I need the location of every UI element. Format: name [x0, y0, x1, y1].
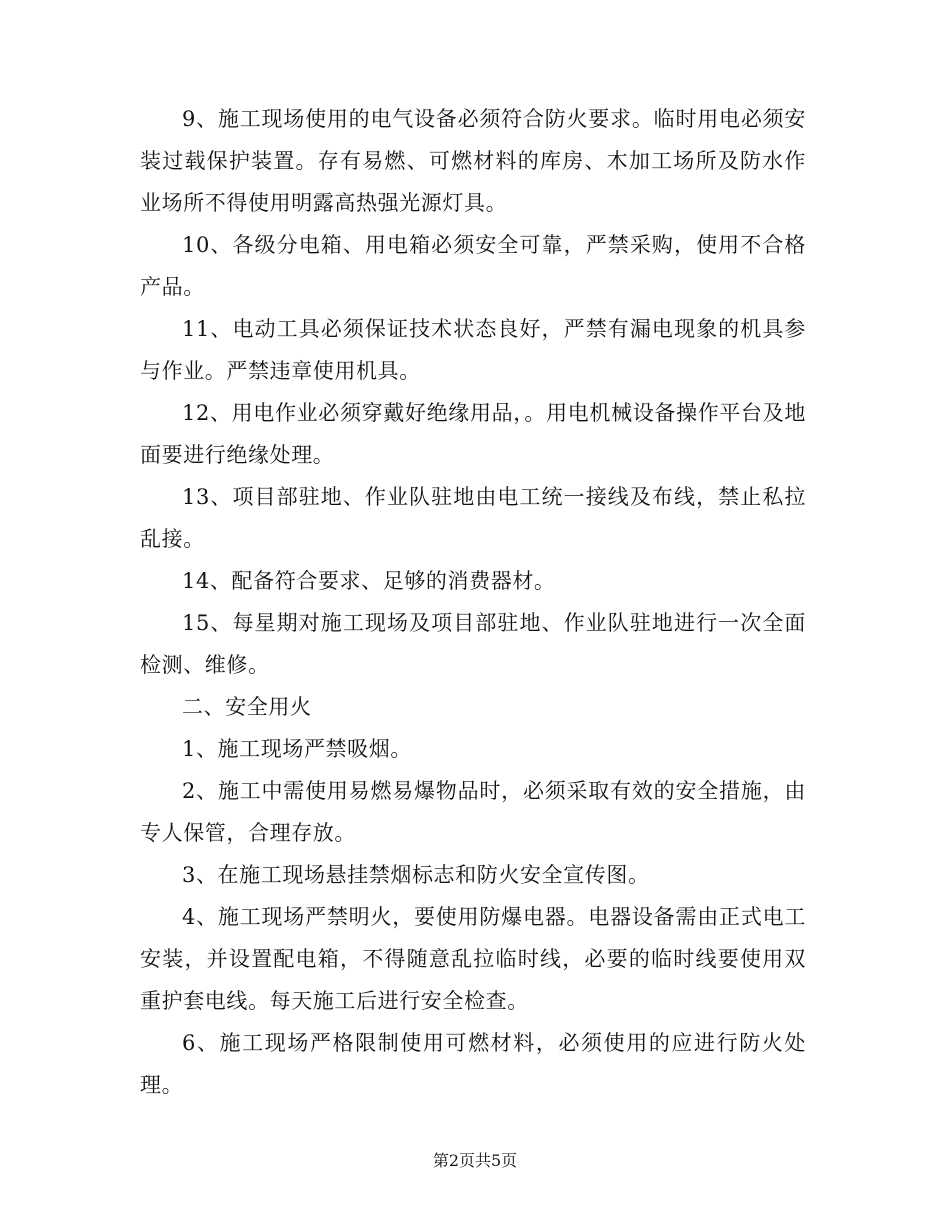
document-body: [140, 98, 806, 1106]
paragraph-item-fire-3: 3、在施工现场悬挂禁烟标志和防火安全宣传图。: [182, 863, 650, 887]
paragraph-item-10: 10、各级分电箱、用电箱必须安全可靠，严禁采购，使用不合格产品。: [140, 233, 806, 299]
paragraph-item-fire-2: 2、施工中需使用易燃易爆物品时，必须采取有效的安全措施，由专人保管，合理存放。: [140, 779, 806, 845]
paragraph-item-15: 15、每星期对施工现场及项目部驻地、作业队驻地进行一次全面检测、维修。: [140, 611, 806, 677]
paragraph-item-12: 12、用电作业必须穿戴好绝缘用品，。用电机械设备操作平台及地面要进行绝缘处理。: [140, 401, 806, 467]
paragraph-item-fire-4: 4、施工现场严禁明火，要使用防爆电器。电器设备需由正式电工安装，并设置配电箱，不得随意乱拉临时线，必要的临时线要使用双重护套电线。每天施工后进行安全检查。: [140, 905, 806, 1013]
paragraph-item-13: 13、项目部驻地、作业队驻地由电工统一接线及布线，禁止私拉乱接。: [140, 485, 806, 551]
paragraph-item-9: 9、施工现场使用的电气设备必须符合防火要求。临时用电必须安装过载保护装置。存有易燃、可燃材料的库房、木加工场所及防水作业场所不得使用明露高热强光源灯具。: [140, 107, 806, 215]
page-footer: 第2页共5页: [432, 1151, 518, 1170]
paragraph-item-11: 11、电动工具必须保证技术状态良好，严禁有漏电现象的机具参与作业。严禁违章使用机具。: [140, 317, 806, 383]
paragraph-item-14: 14、配备符合要求、足够的消费器材。: [182, 569, 556, 593]
paragraph-item-fire-6: 6、施工现场严格限制使用可燃材料，必须使用的应进行防火处理。: [140, 1031, 806, 1097]
section-heading-fire-safety: 二、安全用火: [182, 695, 312, 719]
paragraph-item-fire-1: 1、施工现场严禁吸烟。: [182, 737, 412, 761]
